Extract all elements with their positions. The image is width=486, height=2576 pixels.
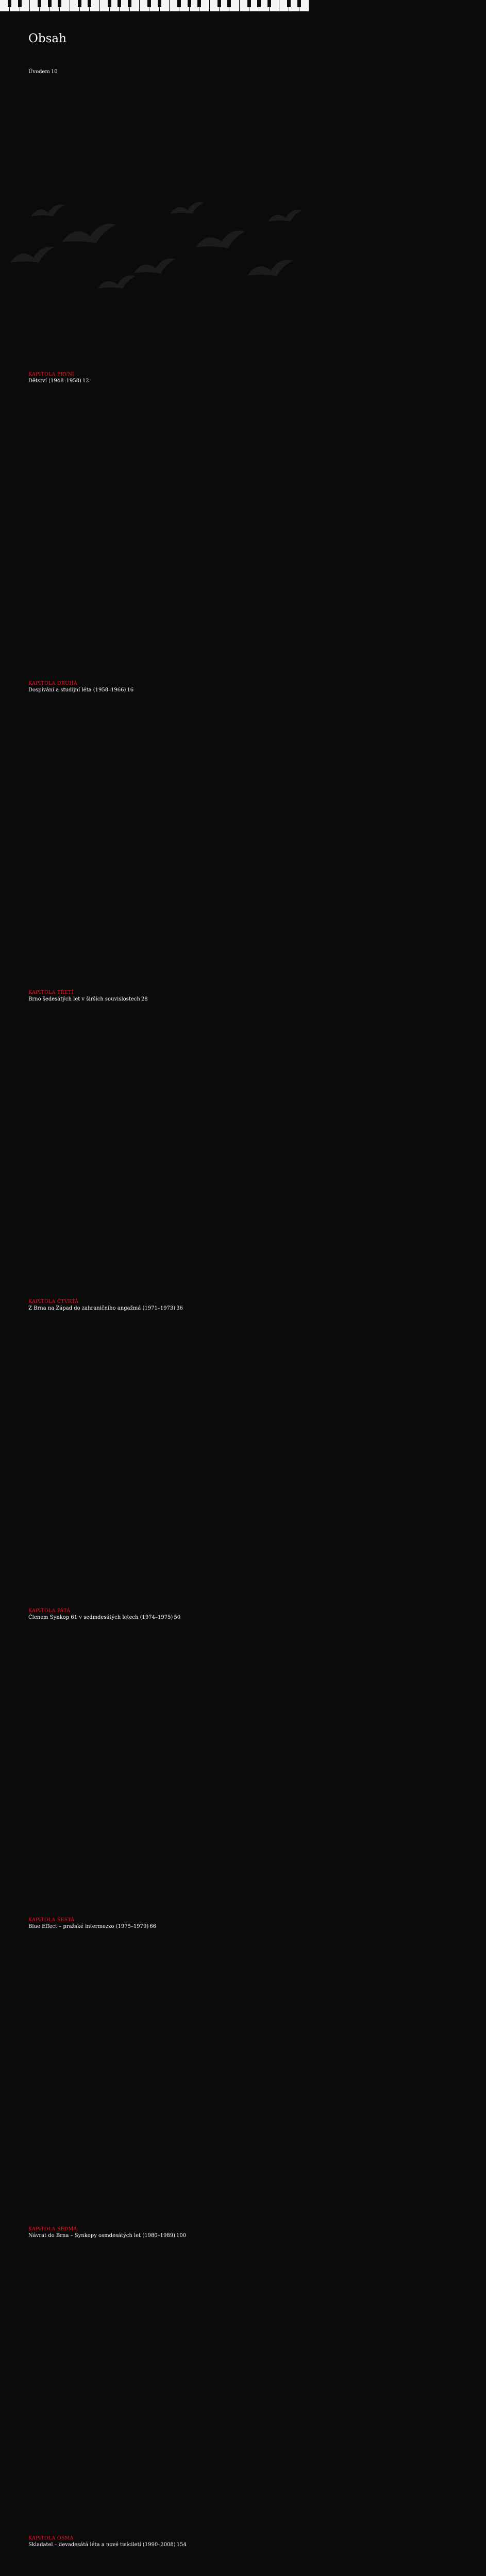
- piano-black-key: [18, 0, 22, 7]
- toc-page-number: 12: [82, 378, 89, 384]
- piano-black-key: [287, 0, 291, 7]
- chapter-heading: KAPITOLA ČTVRTÁ: [28, 1299, 79, 1304]
- toc-row[interactable]: [28, 687, 275, 982]
- toc-entry: [28, 2226, 275, 2528]
- toc-entry: [28, 1298, 275, 1600]
- toc-entry: [28, 2535, 275, 2576]
- toc-entry-label: Členem Synkop 61 v sedmdesátých letech (1974–1975): [28, 1615, 173, 1620]
- chapter-heading: KAPITOLA PÁTÁ: [28, 1608, 71, 1614]
- toc-entry: [28, 989, 275, 1291]
- piano-black-key: [78, 0, 81, 7]
- toc-page-number: 100: [176, 2233, 187, 2239]
- piano-black-key: [177, 0, 181, 7]
- toc-entry-label: Návrat do Brna – Synkopy osmdesátých let (1980–1989): [28, 2233, 175, 2239]
- toc-row[interactable]: [28, 69, 275, 364]
- piano-black-key: [247, 0, 251, 7]
- toc-page-number: 36: [176, 1306, 183, 1311]
- piano-black-key: [88, 0, 91, 7]
- piano-black-key: [197, 0, 201, 7]
- table-of-contents: [28, 69, 275, 2576]
- toc-entry-label: Dětství (1948–1958): [28, 378, 81, 384]
- toc-row[interactable]: [28, 1614, 275, 1909]
- piano-key: [240, 0, 249, 11]
- piano-black-key: [188, 0, 191, 7]
- piano-key: [170, 0, 179, 11]
- toc-page-number: 50: [174, 1615, 181, 1620]
- toc-entry: [28, 371, 275, 673]
- piano-black-key: [158, 0, 161, 7]
- piano-key: [30, 0, 40, 11]
- piano-black-key: [227, 0, 231, 7]
- piano-black-key: [257, 0, 261, 7]
- chapter-heading: KAPITOLA ŠESTÁ: [28, 1917, 75, 1923]
- toc-entry-label: Dospívání a studijní léta (1958–1966): [28, 687, 126, 693]
- piano-keys-decoration: [0, 0, 309, 11]
- chapter-heading: KAPITOLA SEDMÁ: [28, 2226, 77, 2232]
- piano-key: [100, 0, 110, 11]
- piano-key: [0, 0, 10, 11]
- toc-entry-intro: [28, 69, 275, 364]
- piano-black-key: [8, 0, 11, 7]
- toc-page-number: 16: [127, 687, 134, 693]
- toc-entry: [28, 680, 275, 982]
- piano-black-key: [48, 0, 52, 7]
- toc-entry-label: Z Brna na Západ do zahraničního angažmá (1971–1973): [28, 1306, 176, 1311]
- piano-key: [70, 0, 80, 11]
- toc-row[interactable]: [28, 2541, 275, 2576]
- piano-black-key: [267, 0, 271, 7]
- piano-key: [140, 0, 149, 11]
- chapter-heading: KAPITOLA OSMÁ: [28, 2535, 74, 2541]
- toc-row[interactable]: [28, 1305, 275, 1600]
- piano-black-key: [58, 0, 61, 7]
- piano-black-key: [38, 0, 41, 7]
- toc-entry: [28, 1607, 275, 1909]
- toc-row[interactable]: [28, 378, 275, 673]
- piano-key: [279, 0, 289, 11]
- toc-page-number: 66: [149, 1924, 157, 1929]
- toc-entry-label: Skladatel – devadesátá léta a nové tisíciletí (1990–2008): [28, 2542, 176, 2548]
- piano-key: [210, 0, 220, 11]
- toc-row[interactable]: [28, 2232, 275, 2528]
- toc-entry-label: Úvodem: [28, 69, 50, 75]
- piano-black-key: [118, 0, 121, 7]
- toc-entry: [28, 1917, 275, 2218]
- piano-black-key: [297, 0, 301, 7]
- toc-page-number: 154: [176, 2542, 187, 2548]
- piano-black-key: [128, 0, 131, 7]
- chapter-heading: KAPITOLA TŘETÍ: [28, 990, 74, 995]
- page-title: Obsah: [28, 32, 66, 45]
- chapter-heading: KAPITOLA PRVNÍ: [28, 371, 74, 377]
- chapter-list: [28, 371, 275, 2576]
- piano-black-key: [217, 0, 221, 7]
- toc-page-number: 28: [141, 996, 148, 1002]
- toc-row[interactable]: [28, 996, 275, 1291]
- toc-page-number: 10: [51, 69, 58, 75]
- piano-black-key: [147, 0, 151, 7]
- toc-entry-label: Brno šedesátých let v širších souvislostech: [28, 996, 140, 1002]
- piano-black-key: [108, 0, 111, 7]
- toc-entry-label: Blue Effect – pražské intermezzo (1975–1979): [28, 1924, 149, 1929]
- toc-row[interactable]: [28, 1923, 275, 2218]
- chapter-heading: KAPITOLA DRUHÁ: [28, 681, 77, 686]
